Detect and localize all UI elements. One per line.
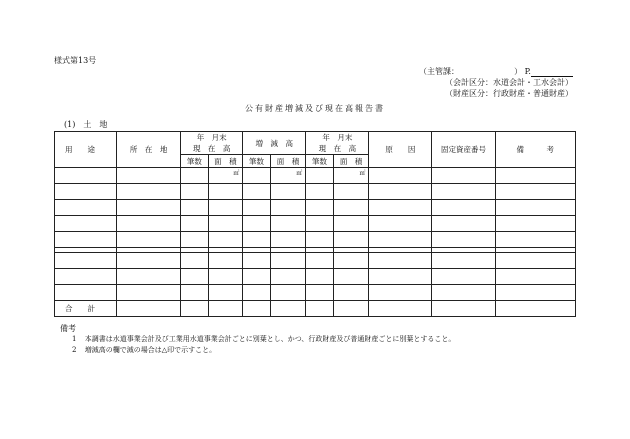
header-location: 所 在 地 xyxy=(117,132,181,168)
note-text: 本調書は水道事業会計及び工業用水道事業会計ごとに別葉とし、かつ、行政財産及び普通財産ごとに別葉とすること。 xyxy=(84,335,456,343)
header-begin-line1: 年 月末 xyxy=(196,133,227,142)
cell[interactable] xyxy=(306,253,333,269)
cell[interactable] xyxy=(432,232,495,248)
cell[interactable] xyxy=(432,200,495,216)
cell[interactable] xyxy=(208,285,243,301)
sub-count-begin: 筆数 xyxy=(181,155,208,168)
cell[interactable] xyxy=(117,200,181,216)
cell[interactable] xyxy=(495,301,575,317)
unit-label[interactable]: ㎡ xyxy=(333,168,369,184)
cell[interactable] xyxy=(369,301,432,317)
cell[interactable] xyxy=(432,184,495,200)
cell[interactable] xyxy=(306,269,333,285)
cell[interactable] xyxy=(333,232,369,248)
form-number: 様式第13号 xyxy=(54,56,97,65)
cell[interactable] xyxy=(181,168,208,184)
cell[interactable] xyxy=(55,269,117,285)
cell[interactable] xyxy=(55,184,117,200)
header-reason: 原 因 xyxy=(369,132,432,168)
cell[interactable] xyxy=(243,269,270,285)
header-asset-number: 固定資産番号 xyxy=(432,132,495,168)
note-item xyxy=(72,345,216,355)
cell[interactable] xyxy=(333,184,369,200)
cell[interactable] xyxy=(55,285,117,301)
header-change: 増 減 高 xyxy=(243,132,306,155)
header-end-balance xyxy=(306,132,369,155)
table-row xyxy=(55,269,576,285)
cell[interactable] xyxy=(432,269,495,285)
cell[interactable] xyxy=(306,216,333,232)
accounting-category: （会計区分：水道会計・工水会計） xyxy=(445,78,573,87)
header-begin-line2: 現 在 高 xyxy=(192,144,231,153)
header-use: 用 途 xyxy=(55,132,117,168)
note-text: 増減高の欄で減の場合は△印で示すこと。 xyxy=(84,346,217,354)
department-close: ） xyxy=(514,67,523,76)
cell[interactable] xyxy=(243,184,270,200)
unit-label[interactable]: ㎡ xyxy=(270,168,306,184)
cell[interactable] xyxy=(432,168,495,184)
header-end-line1: 年 月末 xyxy=(322,133,353,142)
cell[interactable] xyxy=(495,216,575,232)
sub-area-end: 面 積 xyxy=(333,155,369,168)
cell[interactable] xyxy=(333,253,369,269)
sub-area-begin: 面 積 xyxy=(208,155,243,168)
cell[interactable] xyxy=(369,200,432,216)
cell[interactable] xyxy=(270,200,306,216)
cell[interactable] xyxy=(117,253,181,269)
notes-heading: 備考 xyxy=(60,324,76,333)
cell[interactable] xyxy=(270,184,306,200)
cell[interactable] xyxy=(495,168,575,184)
cell[interactable] xyxy=(55,168,117,184)
cell[interactable] xyxy=(270,253,306,269)
table-row xyxy=(55,253,576,269)
cell[interactable] xyxy=(495,200,575,216)
header-end-line2: 現 在 高 xyxy=(318,144,357,153)
cell[interactable] xyxy=(270,269,306,285)
cell[interactable] xyxy=(369,269,432,285)
cell[interactable] xyxy=(432,216,495,232)
table-row xyxy=(55,200,576,216)
cell[interactable] xyxy=(306,232,333,248)
header-remarks: 備 考 xyxy=(495,132,575,168)
cell[interactable] xyxy=(495,253,575,269)
note-number: 2 xyxy=(72,346,77,354)
cell[interactable] xyxy=(117,285,181,301)
cell[interactable] xyxy=(306,301,333,317)
cell[interactable] xyxy=(181,184,208,200)
cell[interactable] xyxy=(55,200,117,216)
cell[interactable] xyxy=(208,232,243,248)
cell[interactable] xyxy=(243,253,270,269)
cell[interactable] xyxy=(270,216,306,232)
page-prefix: P. xyxy=(524,67,531,76)
table-row xyxy=(55,216,576,232)
land-report-table xyxy=(54,131,576,317)
cell[interactable] xyxy=(306,285,333,301)
cell[interactable] xyxy=(117,184,181,200)
cell[interactable] xyxy=(306,184,333,200)
cell[interactable] xyxy=(243,200,270,216)
cell[interactable] xyxy=(306,168,333,184)
header-begin-balance xyxy=(181,132,243,155)
cell[interactable] xyxy=(55,232,117,248)
cell[interactable] xyxy=(369,253,432,269)
cell[interactable] xyxy=(495,269,575,285)
note-item xyxy=(72,334,455,344)
page-title: 公有財産増減及び現在高報告書 xyxy=(245,104,385,113)
cell[interactable] xyxy=(117,216,181,232)
cell[interactable] xyxy=(181,232,208,248)
cell[interactable] xyxy=(243,285,270,301)
total-row xyxy=(55,301,576,317)
section-heading: (1) 土 地 xyxy=(64,120,108,129)
cell[interactable] xyxy=(333,216,369,232)
cell[interactable] xyxy=(369,232,432,248)
note-number: 1 xyxy=(72,335,77,343)
cell[interactable] xyxy=(495,184,575,200)
cell[interactable] xyxy=(117,168,181,184)
unit-label[interactable]: ㎡ xyxy=(208,168,243,184)
cell[interactable] xyxy=(243,216,270,232)
cell[interactable] xyxy=(369,168,432,184)
page-number-field[interactable] xyxy=(531,67,573,77)
cell[interactable] xyxy=(208,184,243,200)
cell[interactable] xyxy=(243,301,270,317)
table-row xyxy=(55,232,576,248)
cell[interactable] xyxy=(181,253,208,269)
cell[interactable] xyxy=(432,285,495,301)
cell[interactable] xyxy=(333,269,369,285)
cell[interactable] xyxy=(181,269,208,285)
cell[interactable] xyxy=(181,200,208,216)
cell[interactable] xyxy=(432,253,495,269)
cell[interactable] xyxy=(306,200,333,216)
cell[interactable] xyxy=(270,232,306,248)
cell[interactable] xyxy=(432,301,495,317)
property-category: （財産区分：行政財産・普通財産） xyxy=(445,89,573,98)
cell[interactable] xyxy=(208,200,243,216)
cell[interactable] xyxy=(181,285,208,301)
cell[interactable] xyxy=(369,184,432,200)
sub-count-change: 筆数 xyxy=(243,155,270,168)
cell[interactable] xyxy=(495,285,575,301)
cell[interactable] xyxy=(208,301,243,317)
sub-count-end: 筆数 xyxy=(306,155,333,168)
cell[interactable] xyxy=(243,232,270,248)
department-label: （主管課： xyxy=(419,67,459,76)
cell[interactable] xyxy=(243,168,270,184)
table-row xyxy=(55,168,576,184)
cell[interactable] xyxy=(117,269,181,285)
cell[interactable] xyxy=(270,285,306,301)
table-row xyxy=(55,285,576,301)
cell[interactable] xyxy=(208,253,243,269)
cell[interactable] xyxy=(208,216,243,232)
cell[interactable] xyxy=(117,301,181,317)
table-row xyxy=(55,184,576,200)
cell[interactable] xyxy=(333,285,369,301)
cell[interactable] xyxy=(117,232,181,248)
cell[interactable] xyxy=(208,269,243,285)
cell[interactable] xyxy=(495,232,575,248)
department-line xyxy=(419,66,573,77)
cell[interactable] xyxy=(333,200,369,216)
cell[interactable] xyxy=(369,285,432,301)
cell[interactable] xyxy=(369,216,432,232)
cell[interactable] xyxy=(181,216,208,232)
sub-area-change: 面 積 xyxy=(270,155,306,168)
cell[interactable] xyxy=(333,301,369,317)
cell[interactable] xyxy=(270,301,306,317)
total-label: 合 計 xyxy=(55,301,117,317)
cell[interactable] xyxy=(181,301,208,317)
cell[interactable] xyxy=(55,253,117,269)
cell[interactable] xyxy=(55,216,117,232)
